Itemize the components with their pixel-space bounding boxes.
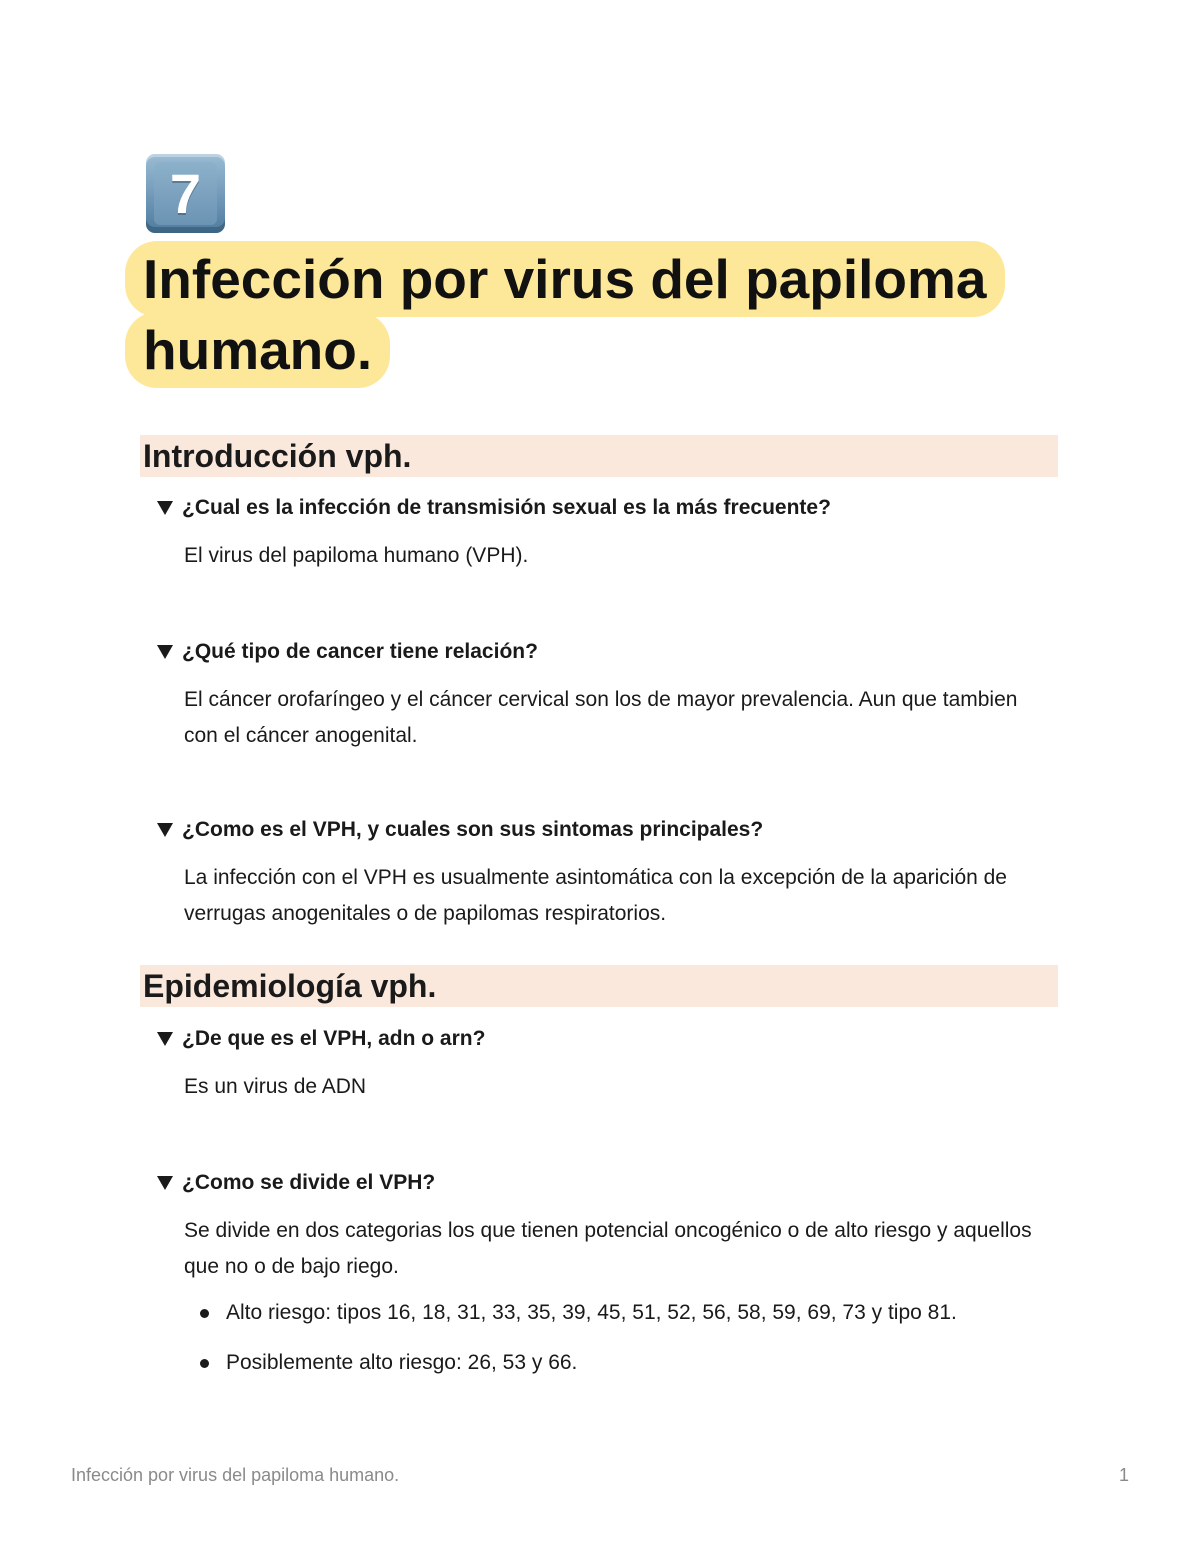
toggle-block[interactable] [157,1168,1057,1285]
toggle-answer: El cáncer orofaríngeo y el cáncer cervical son los de mayor prevalencia. Aun que tambien con el cáncer anogenital. [184,688,1018,747]
toggle-block[interactable] [157,1024,1057,1105]
list-item: Posiblemente alto riesgo: 26, 53 y 66. [200,1348,577,1378]
footer-title: Infección por virus del papiloma humano. [71,1465,400,1485]
triangle-down-icon[interactable] [157,645,173,659]
toggle-question[interactable]: ¿De que es el VPH, adn o arn? [157,1024,1057,1054]
section-heading-introduccion: Introducción vph. [140,435,1058,477]
toggle-question[interactable]: ¿Como es el VPH, y cuales son sus sintomas principales? [157,815,1057,845]
page-number: 1 [1118,1465,1129,1485]
toggle-question[interactable]: ¿Cual es la infección de transmisión sexual es la más frecuente? [157,493,1057,523]
page-title: Infección por virus del papiloma humano. [125,244,1055,386]
toggle-answer: El virus del papiloma humano (VPH). [184,544,529,567]
triangle-down-icon[interactable] [157,501,173,515]
toggle-question[interactable]: ¿Como se divide el VPH? [157,1168,1057,1198]
triangle-down-icon[interactable] [157,823,173,837]
toggle-answer: Es un virus de ADN [184,1075,367,1098]
toggle-block[interactable] [157,493,1057,574]
triangle-down-icon[interactable] [157,1176,173,1190]
toggle-block[interactable] [157,815,1057,932]
toggle-block[interactable] [157,637,1057,754]
list-item: Alto riesgo: tipos 16, 18, 31, 33, 35, 39, 45, 51, 52, 56, 58, 59, 69, 73 y tipo 81. [200,1298,957,1328]
bullet-dot-icon [200,1309,209,1318]
toggle-answer: La infección con el VPH es usualmente asintomática con la excepción de la aparición de verrugas anogenitales o de papilomas respiratorios. [184,866,1007,925]
page-title-block [125,244,1055,386]
section-heading-epidemiologia: Epidemiología vph. [140,965,1058,1007]
toggle-answer: Se divide en dos categorias los que tienen potencial oncogénico o de alto riesgo y aquellos que no o de bajo riego. [184,1219,1032,1278]
keycap-seven-icon: 7 [146,154,225,233]
triangle-down-icon[interactable] [157,1032,173,1046]
bullet-dot-icon [200,1359,209,1368]
toggle-question[interactable]: ¿Qué tipo de cancer tiene relación? [157,637,1057,667]
